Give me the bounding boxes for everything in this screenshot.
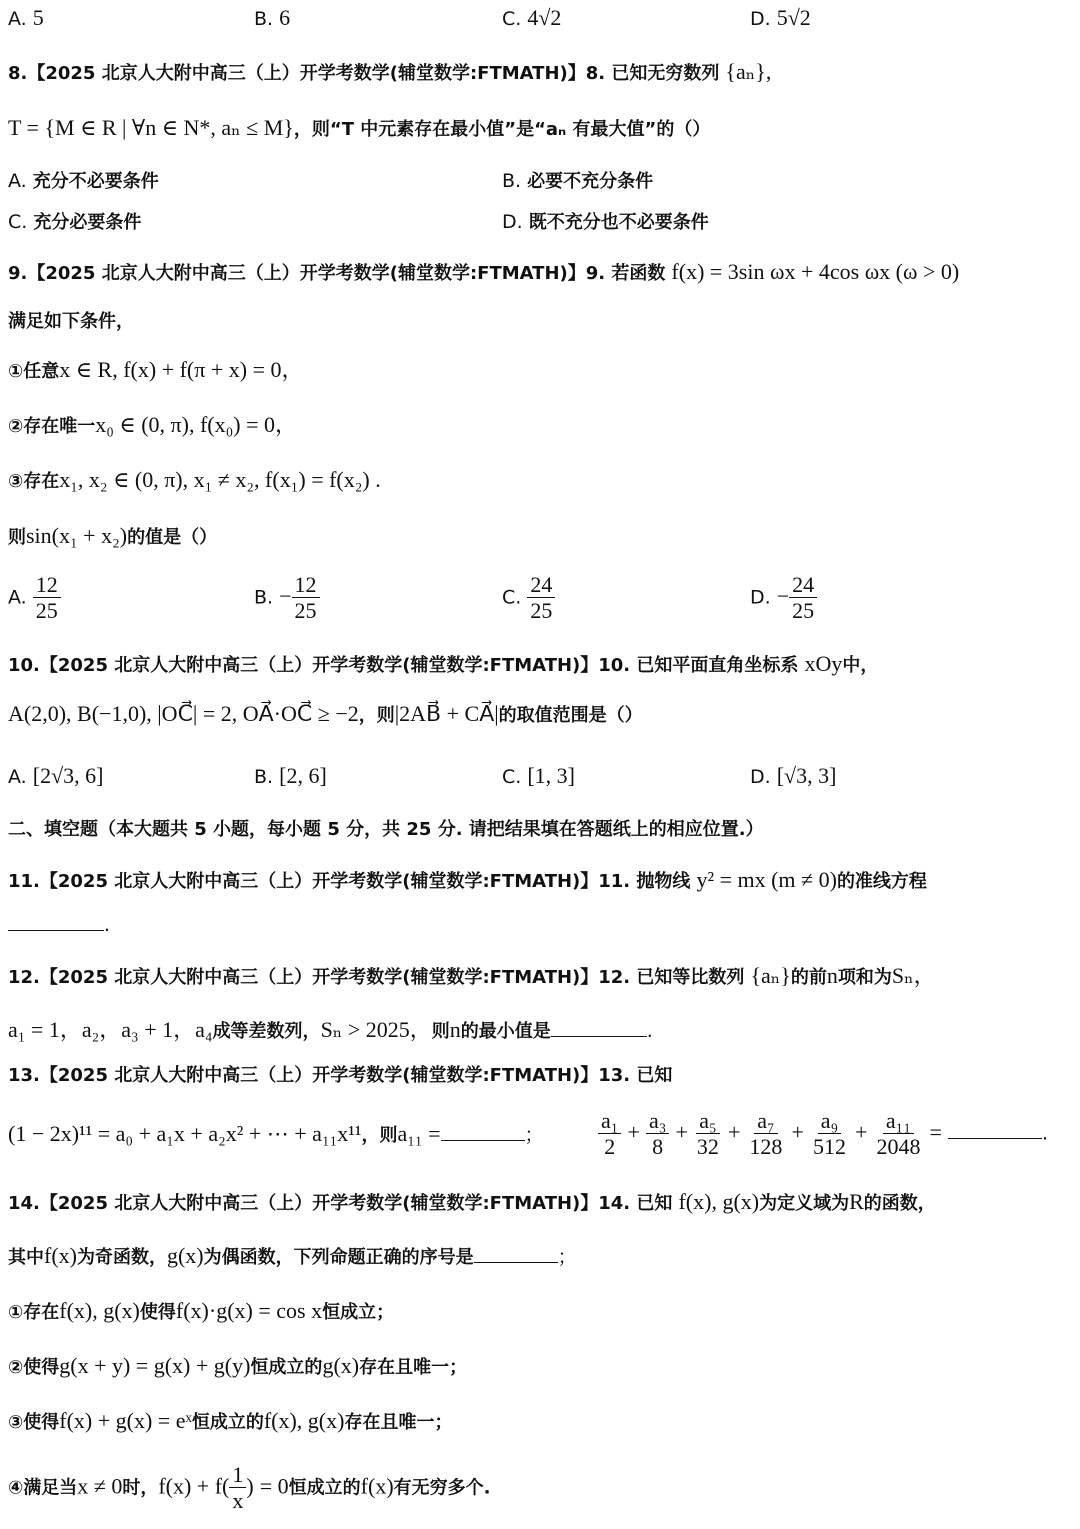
answer-blank[interactable]: [8, 929, 104, 931]
q7-option-a: A. 5: [8, 5, 44, 30]
answer-blank[interactable]: [441, 1139, 525, 1141]
q9-option-a: A. $\frac{12}{25}$: [8, 572, 61, 624]
q13-statement: (1 − 2x)¹¹ = a₀ + a₁x + a₂x² + ⋯ + a₁₁x¹¹，则a₁₁ = ； $\frac{\text{a₁}}{2}$ + $\frac{\text{a₃}}{8}$ + $\frac{\text{a₅}}{32}$ + $\frac{\text{a₇}}{128}$ + $\frac{\text{a₉}}{512}$ + $\frac{\text{a₁₁}}{2048}$ = .: [8, 1108, 1049, 1160]
q8-option-a: A. 充分不必要条件: [8, 170, 159, 192]
q14-statement-4: ④满足当x ≠ 0时，f(x) + f( $\frac{1}{x}$ ) = 0恒成立的f(x)有无穷多个.: [8, 1462, 491, 1514]
q10-option-d: D. [√3, 3]: [750, 763, 837, 788]
q9-condition-3: ③存在x₁, x₂ ∈ (0, π), x₁ ≠ x₂, f(x₁) = f(x₂) .: [8, 467, 381, 492]
q9-condition-2: ②存在唯一x₀ ∈ (0, π), f(x₀) = 0，: [8, 412, 298, 437]
q8-option-d: D. 既不充分也不必要条件: [502, 211, 709, 233]
q12-statement: a₁ = 1，a₂，a₃ + 1，a₄成等差数列，Sₙ > 2025，则n的最小值是 .: [8, 1017, 653, 1042]
answer-blank[interactable]: [948, 1137, 1042, 1139]
answer-blank[interactable]: [474, 1261, 558, 1263]
q8-header: 8.【2025 北京人大附中高三（上）开学考数学(辅堂数学:FTMATH)】8. 已知无穷数列 {aₙ},: [8, 59, 772, 84]
q14-statement-1: ①存在f(x), g(x)使得f(x)·g(x) = cos x恒成立；: [8, 1298, 395, 1323]
q7-option-c: C. 4√2: [502, 5, 562, 30]
q9-question: 则sin(x₁ + x₂)的值是（）: [8, 523, 218, 548]
q10-header: 10.【2025 北京人大附中高三（上）开学考数学(辅堂数学:FTMATH)】10. 已知平面直角坐标系 xOy中，: [8, 651, 879, 676]
q14-statement-3: ③使得f(x) + g(x) = eˣ恒成立的f(x), g(x)存在且唯一；: [8, 1408, 453, 1433]
q9-option-b: B. − $\frac{12}{25}$: [254, 572, 320, 624]
q9-option-d: D. − $\frac{24}{25}$: [750, 572, 817, 624]
q13-fraction-sum: $\frac{\text{a₁}}{2}$ + $\frac{\text{a₃}}{8}$ + $\frac{\text{a₅}}{32}$ + $\frac{\text{a₇}}{128}$ + $\frac{\text{a₉}}{512}$ + $\frac{\text{a₁₁}}{2048}$ = .: [598, 1108, 1048, 1160]
q8-option-c: C. 充分必要条件: [8, 211, 142, 233]
q14-statement-2: ②使得g(x + y) = g(x) + g(y)恒成立的g(x)存在且唯一；: [8, 1353, 468, 1378]
q12-header: 12.【2025 北京人大附中高三（上）开学考数学(辅堂数学:FTMATH)】12. 已知等比数列 {aₙ}的前n项和为Sₙ，: [8, 963, 936, 988]
q9-intro: 满足如下条件，: [8, 311, 134, 332]
q14-header: 14.【2025 北京人大附中高三（上）开学考数学(辅堂数学:FTMATH)】14. 已知 f(x), g(x)为定义域为R的函数，: [8, 1189, 936, 1214]
q10-statement: A(2,0), B(−1,0), |OC⃗| = 2, OA⃗·OC⃗ ≥ −2，则|2AB⃗ + CA⃗|的取值范围是（）: [8, 701, 643, 726]
q11-header: 11.【2025 北京人大附中高三（上）开学考数学(辅堂数学:FTMATH)】11. 抛物线 y² = mx (m ≠ 0)的准线方程: [8, 867, 927, 892]
q13-header: 13.【2025 北京人大附中高三（上）开学考数学(辅堂数学:FTMATH)】13. 已知: [8, 1065, 673, 1086]
q14-statement: 其中f(x)为奇函数，g(x)为偶函数，下列命题正确的序号是 ；: [8, 1243, 577, 1268]
q10-option-c: C. [1, 3]: [502, 763, 576, 788]
q7-option-d: D. 5√2: [750, 5, 811, 30]
answer-blank[interactable]: [551, 1035, 647, 1037]
q9-option-c: C. $\frac{24}{25}$: [502, 572, 555, 624]
q9-header: 9.【2025 北京人大附中高三（上）开学考数学(辅堂数学:FTMATH)】9. 若函数 f(x) = 3sin ωx + 4cos ωx (ω > 0): [8, 259, 960, 284]
q9-condition-1: ①任意x ∈ R, f(x) + f(π + x) = 0，: [8, 357, 304, 382]
q8-option-b: B. 必要不充分条件: [502, 170, 654, 192]
section-heading: 二、填空题（本大题共 5 小题，每小题 5 分，共 25 分. 请把结果填在答题纸上的相应位置.）: [8, 819, 764, 840]
q10-option-b: B. [2, 6]: [254, 763, 327, 788]
q7-option-b: B. 6: [254, 5, 291, 30]
q11-answer-line: .: [8, 914, 1072, 938]
q10-option-a: A. [2√3, 6]: [8, 763, 104, 788]
q8-statement: T = {M ∈ R | ∀n ∈ N*, aₙ ≤ M}，则“T 中元素存在最小值”是“aₙ 有最大值”的（）: [8, 115, 711, 140]
q9-options: [8, 572, 1072, 636]
